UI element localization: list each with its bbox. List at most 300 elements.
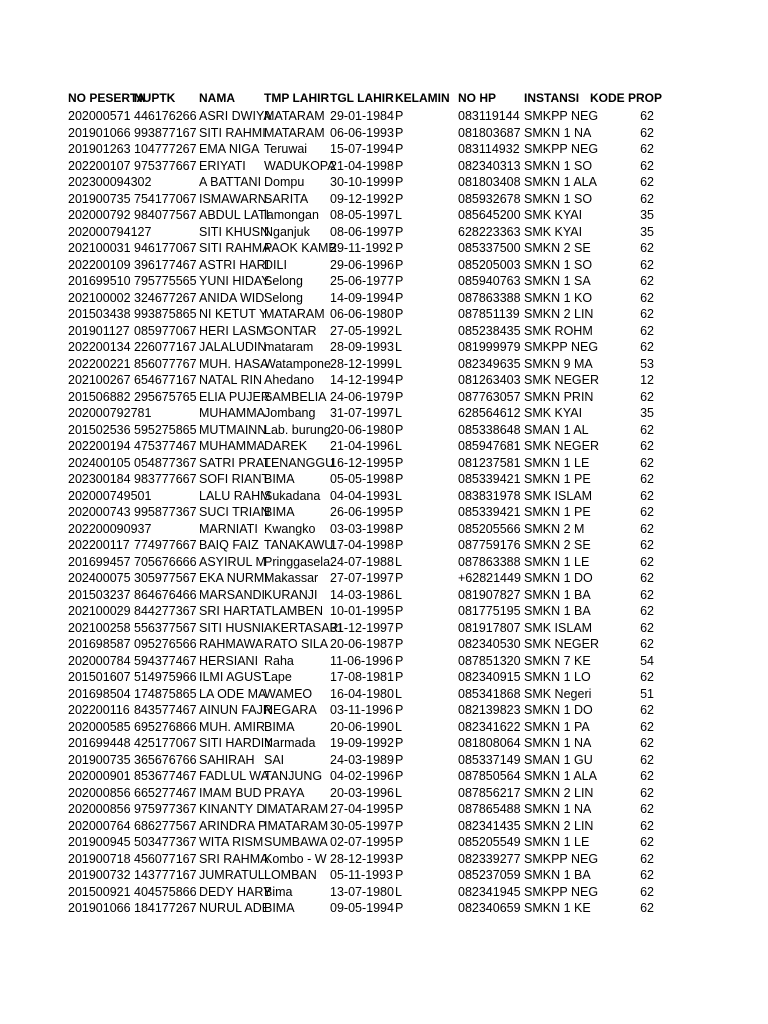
- cell-nuptk[interactable]: 475377467: [134, 439, 197, 453]
- cell-tgl-lahir[interactable]: 27-07-1997: [330, 571, 394, 585]
- cell-instansi[interactable]: SMAN 1 AL: [524, 422, 589, 437]
- header-tmp-lahir[interactable]: TMP LAHIR: [264, 91, 330, 105]
- cell-nuptk[interactable]: 595275865: [134, 422, 197, 437]
- cell-tmp-lahir[interactable]: NEGARA: [264, 703, 317, 717]
- cell-tgl-lahir[interactable]: 20-06-1980: [330, 422, 394, 437]
- cell-no-peserta[interactable]: 201901263: [68, 142, 131, 156]
- cell-kelamin[interactable]: P: [395, 604, 404, 618]
- cell-nuptk[interactable]: 754177067: [134, 191, 197, 206]
- cell-tgl-lahir[interactable]: 06-06-1980: [330, 307, 394, 321]
- cell-tgl-lahir[interactable]: 27-05-1992: [330, 323, 394, 338]
- cell-tgl-lahir[interactable]: 21-04-1996: [330, 439, 394, 453]
- cell-no-hp[interactable]: 085932678: [458, 191, 521, 206]
- cell-tgl-lahir[interactable]: 09-05-1994: [330, 901, 394, 915]
- cell-tmp-lahir[interactable]: GONTAR: [264, 323, 317, 338]
- cell-tmp-lahir[interactable]: LOMBAN: [264, 868, 317, 882]
- cell-kode-prop[interactable]: 62: [640, 736, 654, 750]
- cell-no-peserta[interactable]: 202000792: [68, 208, 131, 222]
- cell-tgl-lahir[interactable]: 30-05-1997: [330, 818, 394, 833]
- cell-no-peserta[interactable]: 201901066: [68, 125, 131, 140]
- cell-no-hp[interactable]: 081999979: [458, 340, 521, 354]
- cell-nama[interactable]: ISMAWARN: [199, 191, 267, 206]
- cell-no-peserta[interactable]: 202200116: [68, 703, 130, 717]
- cell-kelamin[interactable]: P: [395, 571, 404, 585]
- cell-kelamin[interactable]: P: [395, 472, 404, 486]
- cell-instansi[interactable]: SMKN 1 NA: [524, 736, 592, 750]
- cell-tgl-lahir[interactable]: 30-10-1999: [330, 175, 394, 189]
- cell-instansi[interactable]: SMKN 1 DO: [524, 571, 593, 585]
- cell-no-hp[interactable]: 081808064: [458, 736, 521, 750]
- cell-tmp-lahir[interactable]: MATARAM: [264, 109, 325, 123]
- cell-kode-prop[interactable]: 62: [640, 340, 654, 354]
- cell-kelamin[interactable]: L: [395, 356, 402, 371]
- cell-no-peserta[interactable]: 202200194: [68, 439, 131, 453]
- cell-kelamin[interactable]: P: [395, 422, 404, 437]
- cell-kode-prop[interactable]: 62: [640, 884, 654, 899]
- cell-kode-prop[interactable]: 62: [640, 538, 654, 552]
- cell-nama[interactable]: LALU RAHM: [199, 488, 271, 503]
- cell-no-hp[interactable]: 081775195: [458, 604, 521, 618]
- cell-tmp-lahir[interactable]: Kombo - W: [264, 851, 327, 866]
- cell-tmp-lahir[interactable]: SAMBELIA: [264, 389, 327, 404]
- cell-tmp-lahir[interactable]: MATARAM: [264, 307, 325, 321]
- cell-instansi[interactable]: SMK KYAI: [524, 406, 583, 420]
- cell-kelamin[interactable]: P: [395, 818, 404, 833]
- cell-tmp-lahir[interactable]: RATO SILA: [264, 637, 329, 651]
- cell-no-hp[interactable]: 085205003: [458, 257, 521, 272]
- cell-kelamin[interactable]: L: [395, 406, 402, 420]
- cell-kelamin[interactable]: P: [395, 257, 404, 272]
- cell-kelamin[interactable]: P: [395, 307, 404, 321]
- cell-no-peserta[interactable]: 202000571: [68, 109, 131, 123]
- cell-kelamin[interactable]: P: [395, 241, 404, 255]
- cell-kode-prop[interactable]: 51: [640, 686, 654, 701]
- cell-tgl-lahir[interactable]: 04-02-1996: [330, 769, 394, 783]
- cell-kode-prop[interactable]: 62: [640, 802, 654, 816]
- cell-nuptk[interactable]: 695276866: [134, 719, 197, 734]
- cell-kode-prop[interactable]: 62: [640, 604, 654, 618]
- header-kode-prop[interactable]: KODE PROP: [590, 91, 663, 105]
- cell-no-hp[interactable]: 082339277: [458, 851, 521, 866]
- cell-no-hp[interactable]: 087850564: [458, 769, 521, 783]
- cell-nama[interactable]: SOFI RIANT: [199, 472, 270, 486]
- cell-tmp-lahir[interactable]: PAOK KAMB: [264, 241, 337, 255]
- cell-instansi[interactable]: SMKPP NEG: [524, 340, 599, 354]
- cell-tmp-lahir[interactable]: BIMA: [264, 719, 295, 734]
- cell-tmp-lahir[interactable]: TANAKAWU: [264, 538, 334, 552]
- cell-nama[interactable]: HERSIANI: [199, 653, 259, 668]
- cell-nama[interactable]: LA ODE MA: [199, 686, 267, 701]
- cell-tgl-lahir[interactable]: 05-11-1993: [330, 868, 394, 882]
- cell-kelamin[interactable]: P: [395, 109, 404, 123]
- cell-tgl-lahir[interactable]: 08-05-1997: [330, 208, 394, 222]
- cell-nama[interactable]: MARNIATI: [199, 521, 258, 536]
- cell-kelamin[interactable]: P: [395, 653, 404, 668]
- cell-tgl-lahir[interactable]: 29-01-1984: [330, 109, 394, 123]
- cell-nama[interactable]: SITI HARDIY: [199, 736, 273, 750]
- cell-tmp-lahir[interactable]: Selong: [264, 274, 303, 288]
- cell-kode-prop[interactable]: 62: [640, 901, 654, 915]
- cell-tgl-lahir[interactable]: 29-06-1996: [330, 257, 394, 272]
- cell-no-peserta[interactable]: 202000743: [68, 505, 131, 519]
- cell-nama[interactable]: EKA NURMI: [199, 571, 268, 585]
- cell-instansi[interactable]: SMKN 1 LE: [524, 455, 590, 470]
- cell-nama[interactable]: ASTRI HARI: [199, 257, 270, 272]
- cell-tmp-lahir[interactable]: Narmada: [264, 736, 316, 750]
- cell-kode-prop[interactable]: 62: [640, 554, 654, 569]
- cell-kode-prop[interactable]: 62: [640, 472, 654, 486]
- cell-no-peserta[interactable]: 201699448: [68, 736, 131, 750]
- cell-tmp-lahir[interactable]: Ahedano: [264, 373, 315, 387]
- cell-no-peserta[interactable]: 202200221: [68, 356, 131, 371]
- cell-no-peserta[interactable]: 202200117: [68, 538, 130, 552]
- cell-kelamin[interactable]: P: [395, 455, 404, 470]
- cell-no-peserta[interactable]: 202100002: [68, 290, 131, 305]
- cell-nuptk[interactable]: 305977567: [134, 571, 197, 585]
- cell-no-hp[interactable]: 081263403: [458, 373, 521, 387]
- cell-kode-prop[interactable]: 62: [640, 488, 654, 503]
- cell-no-hp[interactable]: 085339421: [458, 472, 521, 486]
- cell-nuptk[interactable]: 853677467: [134, 769, 197, 783]
- cell-no-hp[interactable]: 085205566: [458, 521, 521, 536]
- cell-instansi[interactable]: SMKPP NEG: [524, 851, 599, 866]
- cell-tgl-lahir[interactable]: 31-07-1997: [330, 406, 394, 420]
- cell-instansi[interactable]: SMKN 9 MA: [524, 356, 593, 371]
- cell-no-peserta[interactable]: 201901127: [68, 323, 130, 338]
- cell-tgl-lahir[interactable]: 29-11-1992: [330, 241, 394, 255]
- cell-nama[interactable]: SITI RAHMA: [199, 241, 271, 255]
- cell-kode-prop[interactable]: 62: [640, 175, 654, 189]
- cell-kelamin[interactable]: P: [395, 620, 404, 635]
- cell-kelamin[interactable]: P: [395, 835, 404, 849]
- cell-kode-prop[interactable]: 62: [640, 257, 654, 272]
- cell-kelamin[interactable]: P: [395, 191, 404, 206]
- cell-nama[interactable]: SITI RAHMI: [199, 125, 266, 140]
- cell-kode-prop[interactable]: 53: [640, 356, 654, 371]
- cell-nuptk[interactable]: 844277367: [134, 604, 197, 618]
- header-kelamin[interactable]: KELAMIN: [395, 91, 450, 105]
- cell-kode-prop[interactable]: 62: [640, 637, 654, 651]
- cell-tgl-lahir[interactable]: 25-06-1977: [330, 274, 394, 288]
- cell-tmp-lahir[interactable]: Selong: [264, 290, 303, 305]
- cell-no-hp[interactable]: 081907827: [458, 587, 521, 602]
- cell-no-peserta[interactable]: 201699510: [68, 274, 131, 288]
- cell-tgl-lahir[interactable]: 21-04-1998: [330, 158, 394, 173]
- cell-instansi[interactable]: SMKN 1 NA: [524, 802, 592, 816]
- cell-kelamin[interactable]: L: [395, 439, 402, 453]
- cell-no-peserta[interactable]: 201900732: [68, 868, 131, 882]
- cell-instansi[interactable]: SMK ROHM: [524, 323, 593, 338]
- cell-instansi[interactable]: SMKPP NEG: [524, 109, 599, 123]
- cell-instansi[interactable]: SMKN 1 KO: [524, 290, 593, 305]
- cell-no-hp[interactable]: 085238435: [458, 323, 521, 338]
- cell-tmp-lahir[interactable]: Dompu: [264, 175, 305, 189]
- cell-tgl-lahir[interactable]: 26-06-1995: [330, 505, 394, 519]
- cell-tgl-lahir[interactable]: 19-09-1992: [330, 736, 394, 750]
- cell-no-peserta[interactable]: 202100258: [68, 620, 131, 635]
- cell-kode-prop[interactable]: 62: [640, 142, 654, 156]
- cell-nuptk[interactable]: 864676466: [134, 587, 197, 602]
- cell-no-peserta[interactable]: 201900945: [68, 835, 131, 849]
- cell-nama[interactable]: EMA NIGA: [199, 142, 260, 156]
- cell-no-peserta[interactable]: 202300184: [68, 472, 131, 486]
- cell-tgl-lahir[interactable]: 27-04-1995: [330, 802, 394, 816]
- cell-no-peserta[interactable]: 202000856: [68, 785, 131, 800]
- cell-kode-prop[interactable]: 62: [640, 620, 654, 635]
- cell-no-hp[interactable]: 087863388: [458, 290, 521, 305]
- cell-tgl-lahir[interactable]: 24-06-1979: [330, 389, 394, 404]
- cell-tmp-lahir[interactable]: Makassar: [264, 571, 319, 585]
- cell-nuptk[interactable]: 983777667: [134, 472, 197, 486]
- cell-kelamin[interactable]: L: [395, 340, 402, 354]
- cell-kode-prop[interactable]: 62: [640, 587, 654, 602]
- cell-tgl-lahir[interactable]: 02-07-1995: [330, 835, 394, 849]
- cell-kode-prop[interactable]: 62: [640, 439, 654, 453]
- cell-no-peserta[interactable]: 201501607: [68, 670, 131, 684]
- cell-no-peserta[interactable]: 201698504: [68, 686, 131, 701]
- cell-kelamin[interactable]: P: [395, 158, 404, 173]
- cell-tmp-lahir[interactable]: lamongan: [264, 208, 319, 222]
- cell-kelamin[interactable]: P: [395, 538, 404, 552]
- cell-instansi[interactable]: SMKN 1 SO: [524, 257, 593, 272]
- cell-no-peserta[interactable]: 202400105: [68, 455, 131, 470]
- cell-nama[interactable]: ANIDA WID: [199, 290, 265, 305]
- cell-kode-prop[interactable]: 62: [640, 521, 654, 536]
- cell-nama[interactable]: SRI HARTA: [199, 604, 265, 618]
- cell-instansi[interactable]: SMKN 1 BA: [524, 604, 591, 618]
- cell-kode-prop[interactable]: 62: [640, 868, 654, 882]
- cell-no-peserta[interactable]: 201699457: [68, 554, 131, 569]
- cell-kode-prop[interactable]: 62: [640, 785, 654, 800]
- cell-instansi[interactable]: SMKN 1 DO: [524, 703, 593, 717]
- cell-kelamin[interactable]: L: [395, 686, 402, 701]
- cell-kelamin[interactable]: P: [395, 290, 404, 305]
- cell-kode-prop[interactable]: 62: [640, 191, 654, 206]
- cell-no-peserta[interactable]: 202200109: [68, 257, 131, 272]
- cell-instansi[interactable]: SMKN 1 PA: [524, 719, 590, 734]
- header-instansi[interactable]: INSTANSI: [524, 91, 580, 105]
- cell-no-peserta[interactable]: 202000856: [68, 802, 131, 816]
- cell-no-hp[interactable]: 082341435: [458, 818, 521, 833]
- cell-tmp-lahir[interactable]: Bima: [264, 884, 293, 899]
- cell-no-peserta[interactable]: 201502536: [68, 422, 131, 437]
- cell-tmp-lahir[interactable]: TLAMBEN: [264, 604, 324, 618]
- cell-tmp-lahir[interactable]: SAI: [264, 752, 285, 767]
- cell-tgl-lahir[interactable]: 06-06-1993: [330, 125, 394, 140]
- cell-no-hp[interactable]: 087863388: [458, 554, 521, 569]
- cell-no-peserta[interactable]: 202100031: [68, 241, 131, 255]
- cell-no-hp[interactable]: 082139823: [458, 703, 521, 717]
- cell-kelamin[interactable]: L: [395, 719, 402, 734]
- cell-nama[interactable]: JUMRATUL: [199, 868, 265, 882]
- cell-nama[interactable]: FADLUL WA: [199, 769, 269, 783]
- cell-kelamin[interactable]: L: [395, 323, 402, 338]
- cell-nama[interactable]: SITI KHUSN: [199, 224, 270, 239]
- header-nama[interactable]: NAMA: [199, 91, 235, 105]
- cell-no-hp[interactable]: 085645200: [458, 208, 521, 222]
- cell-no-peserta[interactable]: 202000585: [68, 719, 131, 734]
- cell-no-hp[interactable]: 087856217: [458, 785, 521, 800]
- cell-nuptk[interactable]: 594377467: [134, 653, 197, 668]
- cell-no-peserta[interactable]: 201503438: [68, 307, 131, 321]
- cell-nuptk[interactable]: 396177467: [134, 257, 197, 272]
- cell-nuptk[interactable]: 226077167: [134, 340, 197, 354]
- cell-nama[interactable]: MUH. AMIR: [199, 719, 265, 734]
- cell-instansi[interactable]: SMKN 2 M: [524, 521, 585, 536]
- cell-no-peserta[interactable]: 202400075: [68, 571, 131, 585]
- cell-tmp-lahir[interactable]: DAREK: [264, 439, 308, 453]
- cell-instansi[interactable]: SMKN 1 KE: [524, 901, 591, 915]
- cell-no-peserta[interactable]: 202000792781: [68, 406, 152, 420]
- cell-kode-prop[interactable]: 62: [640, 505, 654, 519]
- cell-no-peserta[interactable]: 202000901: [68, 769, 131, 783]
- cell-no-hp[interactable]: 085940763: [458, 274, 521, 288]
- cell-kode-prop[interactable]: 62: [640, 835, 654, 849]
- cell-kode-prop[interactable]: 62: [640, 719, 654, 734]
- cell-tgl-lahir[interactable]: 16-04-1980: [330, 686, 394, 701]
- cell-no-hp[interactable]: +62821449: [458, 571, 521, 585]
- cell-nama[interactable]: A BATTANI: [199, 175, 262, 189]
- cell-instansi[interactable]: SMK Negeri: [524, 686, 592, 701]
- cell-tmp-lahir[interactable]: WAMEO: [264, 686, 313, 701]
- cell-nama[interactable]: SAHIRAH: [199, 752, 255, 767]
- cell-no-hp[interactable]: 085341868: [458, 686, 521, 701]
- cell-tmp-lahir[interactable]: Watampone: [264, 356, 331, 371]
- cell-no-peserta[interactable]: 202000749501: [68, 488, 152, 503]
- cell-no-hp[interactable]: 082340313: [458, 158, 521, 173]
- cell-tmp-lahir[interactable]: Jombang: [264, 406, 316, 420]
- header-tgl-lahir[interactable]: TGL LAHIR: [330, 91, 394, 105]
- cell-kelamin[interactable]: P: [395, 769, 404, 783]
- cell-nama[interactable]: RAHMAWA: [199, 637, 264, 651]
- cell-kelamin[interactable]: L: [395, 884, 402, 899]
- cell-nama[interactable]: HERI LASM: [199, 323, 267, 338]
- cell-instansi[interactable]: SMKN 1 LE: [524, 554, 590, 569]
- cell-no-hp[interactable]: 085237059: [458, 868, 521, 882]
- cell-kelamin[interactable]: P: [395, 505, 404, 519]
- cell-nuptk[interactable]: 856077767: [134, 356, 197, 371]
- cell-nama[interactable]: MUH. HASA: [199, 356, 269, 371]
- cell-no-hp[interactable]: 087759176: [458, 538, 521, 552]
- cell-instansi[interactable]: SMKN 7 KE: [524, 653, 591, 668]
- cell-tmp-lahir[interactable]: Raha: [264, 653, 294, 668]
- cell-no-peserta[interactable]: 201900735: [68, 752, 131, 767]
- cell-nama[interactable]: ARINDRA P: [199, 818, 267, 833]
- cell-kelamin[interactable]: P: [395, 868, 404, 882]
- cell-nama[interactable]: SUCI TRIAN: [199, 505, 270, 519]
- cell-nama[interactable]: WITA RISM: [199, 835, 264, 849]
- cell-nuptk[interactable]: 984077567: [134, 208, 197, 222]
- cell-kode-prop[interactable]: 54: [640, 653, 654, 668]
- cell-nama[interactable]: MUHAMMA: [199, 406, 265, 420]
- cell-nuptk[interactable]: 843577467: [134, 703, 197, 717]
- cell-kode-prop[interactable]: 62: [640, 290, 654, 305]
- cell-tmp-lahir[interactable]: KURANJI: [264, 587, 318, 602]
- cell-kelamin[interactable]: P: [395, 752, 404, 767]
- cell-no-peserta[interactable]: 201900735: [68, 191, 131, 206]
- cell-tmp-lahir[interactable]: Lape: [264, 670, 292, 684]
- cell-nama[interactable]: AINUN FAJR: [199, 703, 272, 717]
- cell-nama[interactable]: IMAM BUD: [199, 785, 262, 800]
- cell-nama[interactable]: NATAL RIN: [199, 373, 262, 387]
- cell-no-hp[interactable]: 083114932: [458, 142, 520, 156]
- cell-kelamin[interactable]: L: [395, 554, 402, 569]
- cell-tmp-lahir[interactable]: SUMBAWA: [264, 835, 328, 849]
- cell-no-peserta[interactable]: 201500921: [68, 884, 131, 899]
- cell-nama[interactable]: ERIYATI: [199, 158, 246, 173]
- cell-kode-prop[interactable]: 62: [640, 307, 654, 321]
- cell-tmp-lahir[interactable]: DILI: [264, 257, 287, 272]
- cell-nuptk[interactable]: 365676766: [134, 752, 197, 767]
- cell-tmp-lahir[interactable]: Kwangko: [264, 521, 316, 536]
- cell-no-hp[interactable]: 087851320: [458, 653, 521, 668]
- cell-tmp-lahir[interactable]: IMATARAM: [264, 818, 329, 833]
- cell-tmp-lahir[interactable]: Teruwai: [264, 142, 308, 156]
- cell-tmp-lahir[interactable]: Lab. burung: [264, 422, 331, 437]
- cell-nama[interactable]: KINANTY D: [199, 802, 266, 816]
- cell-tgl-lahir[interactable]: 15-07-1994: [330, 142, 394, 156]
- cell-tgl-lahir[interactable]: 20-06-1990: [330, 719, 394, 734]
- cell-tmp-lahir[interactable]: Nganjuk: [264, 224, 310, 239]
- cell-no-hp[interactable]: 087865488: [458, 802, 521, 816]
- cell-instansi[interactable]: SMKN PRIN: [524, 389, 594, 404]
- cell-kelamin[interactable]: L: [395, 587, 402, 602]
- cell-nama[interactable]: BAIQ FAIZ: [199, 538, 259, 552]
- cell-kode-prop[interactable]: 62: [640, 109, 654, 123]
- cell-no-peserta[interactable]: 202000784: [68, 653, 131, 668]
- cell-tgl-lahir[interactable]: 28-12-1999: [330, 356, 394, 371]
- cell-instansi[interactable]: SMKN 1 PE: [524, 505, 591, 519]
- cell-kelamin[interactable]: L: [395, 785, 402, 800]
- cell-tmp-lahir[interactable]: WADUKOPA: [264, 158, 336, 173]
- cell-instansi[interactable]: SMKN 2 LIN: [524, 818, 594, 833]
- cell-nuptk[interactable]: 946177067: [134, 241, 197, 255]
- cell-kelamin[interactable]: P: [395, 802, 404, 816]
- cell-instansi[interactable]: SMKN 2 LIN: [524, 785, 594, 800]
- cell-no-hp[interactable]: 082341945: [458, 884, 521, 899]
- cell-tmp-lahir[interactable]: AKERTASARI: [264, 620, 343, 635]
- cell-kode-prop[interactable]: 35: [640, 406, 654, 420]
- cell-kode-prop[interactable]: 62: [640, 571, 654, 585]
- cell-nuptk[interactable]: 514975966: [134, 670, 197, 684]
- cell-nuptk[interactable]: 295675765: [134, 389, 197, 404]
- cell-no-peserta[interactable]: 202200090937: [68, 521, 152, 536]
- cell-tmp-lahir[interactable]: BIMA: [264, 901, 295, 915]
- cell-no-hp[interactable]: 081803687: [458, 125, 521, 140]
- cell-kode-prop[interactable]: 62: [640, 670, 654, 684]
- cell-kelamin[interactable]: P: [395, 373, 404, 387]
- cell-no-hp[interactable]: 082349635: [458, 356, 521, 371]
- cell-kelamin[interactable]: P: [395, 224, 404, 239]
- cell-kelamin[interactable]: P: [395, 736, 404, 750]
- cell-tgl-lahir[interactable]: 14-09-1994: [330, 290, 394, 305]
- cell-nuptk[interactable]: 324677267: [134, 290, 197, 305]
- cell-tgl-lahir[interactable]: 28-09-1993: [330, 340, 394, 354]
- cell-tgl-lahir[interactable]: 28-12-1993: [330, 851, 394, 866]
- cell-kode-prop[interactable]: 62: [640, 752, 654, 767]
- cell-nama[interactable]: SATRI PRAT: [199, 455, 271, 470]
- cell-tgl-lahir[interactable]: 17-04-1998: [330, 538, 394, 552]
- cell-nama[interactable]: MUTMAINN: [199, 422, 267, 437]
- cell-nama[interactable]: NURUL ADE: [199, 901, 271, 915]
- cell-nuptk[interactable]: 993875865: [134, 307, 197, 321]
- header-no-hp[interactable]: NO HP: [458, 91, 497, 105]
- cell-instansi[interactable]: SMAN 1 GU: [524, 752, 593, 767]
- cell-instansi[interactable]: SMKN 1 BA: [524, 587, 591, 602]
- cell-no-hp[interactable]: 082340915: [458, 670, 521, 684]
- cell-no-peserta[interactable]: 201698587: [68, 637, 131, 651]
- cell-instansi[interactable]: SMKN 1 PE: [524, 472, 591, 486]
